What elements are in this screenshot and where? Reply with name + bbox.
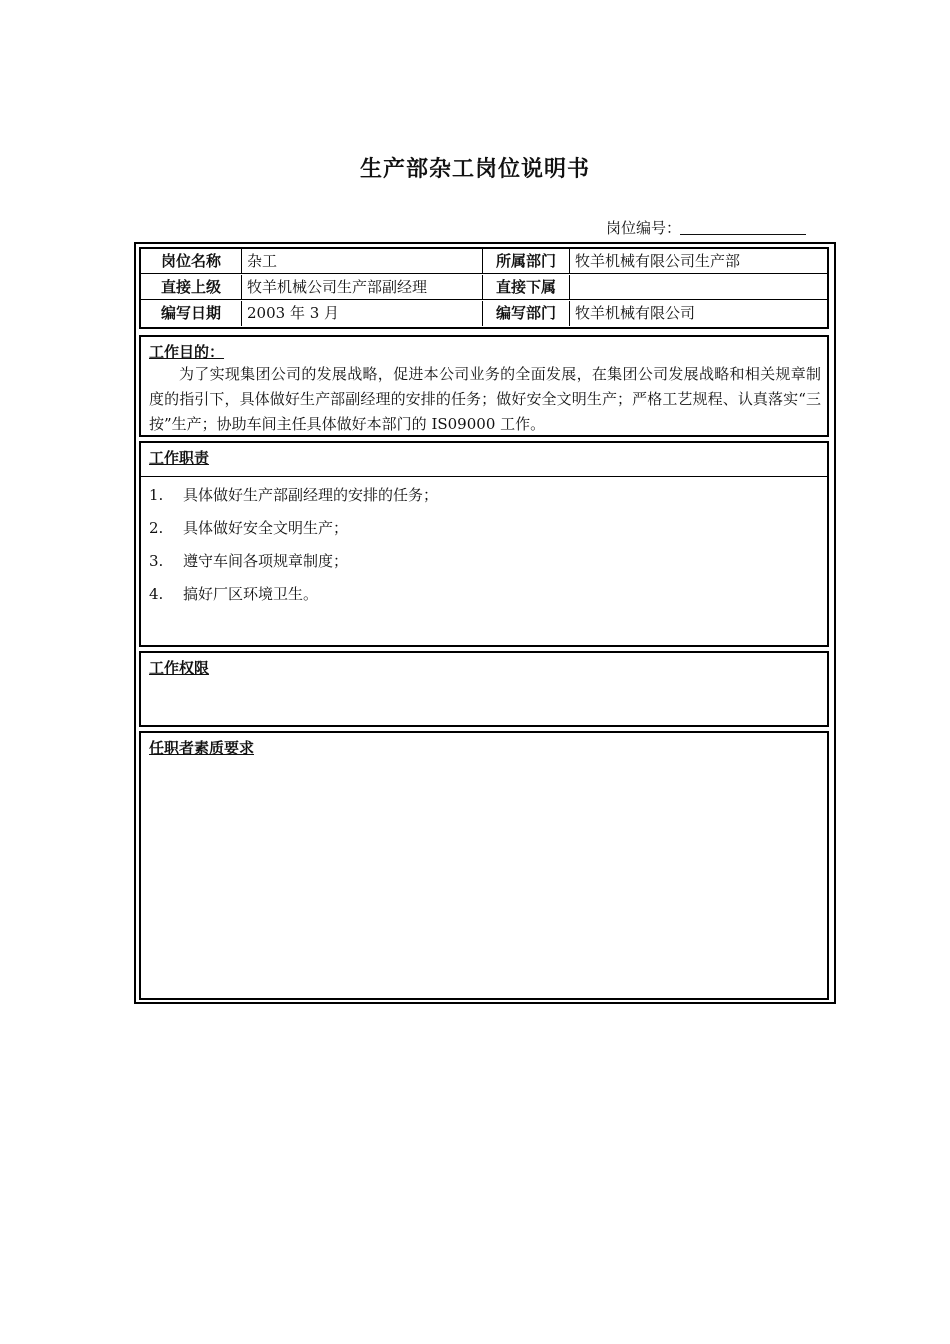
compile-date-value: 2003 年 3 月 [242,301,483,326]
list-item [149,583,318,604]
work-duties-section [139,441,829,647]
list-item-number: 2. [149,519,164,537]
direct-superior-value: 牧羊机械公司生产部副经理 [242,275,483,299]
post-name-value: 杂工 [242,249,483,273]
document-title: 生产部杂工岗位说明书 [359,157,590,182]
info-row [141,249,827,274]
list-item-text: 遵守车间各项规章制度； [183,552,349,570]
info-row [141,275,827,300]
list-item [149,517,348,538]
basic-info-block [139,247,829,329]
compile-date-label: 编写日期 [141,301,242,326]
post-number-blank-line [680,234,806,235]
work-purpose-section [139,335,829,437]
job-description-table [134,242,836,1004]
qualifications-section [139,731,829,1000]
department-label: 所属部门 [483,249,570,273]
divider [141,476,827,477]
work-duties-title: 工作职责 [149,449,210,467]
list-item-text: 具体做好安全文明生产； [183,519,349,537]
work-purpose-title: 工作目的： [149,343,225,361]
work-authority-section [139,651,829,727]
direct-subordinate-value [570,275,827,299]
work-authority-title: 工作权限 [149,659,210,677]
list-item-text: 具体做好生产部副经理的安排的任务； [183,486,439,504]
work-purpose-text: 为了实现集团公司的发展战略，促进本公司业务的全面发展，在集团公司发展战略和相关规章制度的指引下，具体做好生产部副经理的安排的任务；做好安全文明生产；严格工艺规程、认真落实“三按”生产；协助车间主任具体做好本部门的 IS09000 工作。 [149,365,821,433]
post-name-label: 岗位名称 [141,249,242,273]
list-item-number: 3. [149,552,164,570]
direct-superior-label: 直接上级 [141,275,242,299]
compile-department-label: 编写部门 [483,301,570,326]
qualifications-title: 任职者素质要求 [149,739,255,757]
list-item [149,550,348,571]
list-item-text: 搞好厂区环境卫生。 [183,585,319,603]
department-value: 牧羊机械有限公司生产部 [575,252,741,270]
list-item [149,484,438,505]
compile-department-value: 牧羊机械有限公司 [575,304,696,322]
post-number-label: 岗位编号： [606,219,682,237]
direct-subordinate-label: 直接下属 [483,275,570,299]
list-item-number: 1. [149,486,164,504]
info-row [141,301,827,326]
list-item-number: 4. [149,585,164,603]
